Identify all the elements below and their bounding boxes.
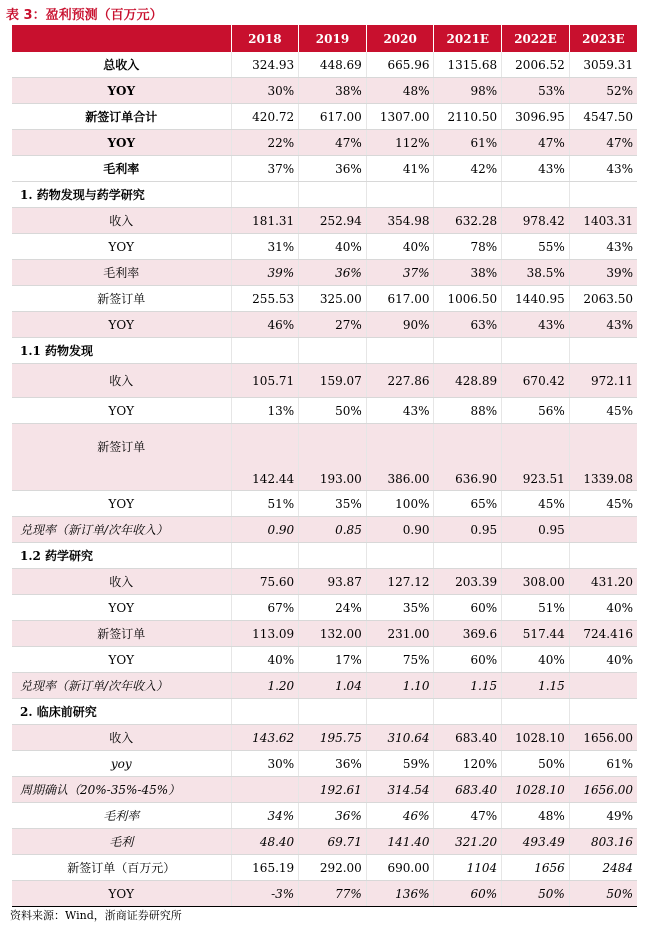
value-cell: 46% bbox=[366, 803, 434, 829]
value-cell: 40% bbox=[502, 647, 570, 673]
value-cell bbox=[366, 338, 434, 364]
profit-forecast-table bbox=[12, 25, 637, 907]
row-label: YOY bbox=[12, 234, 231, 260]
value-cell: 2063.50 bbox=[569, 286, 637, 312]
value-cell bbox=[299, 699, 367, 725]
value-cell bbox=[502, 338, 570, 364]
value-cell: 49% bbox=[569, 803, 637, 829]
row-label: 新签订单合计 bbox=[12, 104, 231, 130]
value-cell: 1656 bbox=[502, 855, 570, 881]
value-cell: 46% bbox=[231, 312, 299, 338]
value-cell: 1656.00 bbox=[569, 725, 637, 751]
row-label: 兑现率（新订单/次年收入） bbox=[12, 517, 231, 543]
value-cell bbox=[434, 699, 502, 725]
value-cell: 30% bbox=[231, 751, 299, 777]
value-cell: 978.42 bbox=[502, 208, 570, 234]
table-row bbox=[12, 286, 637, 312]
value-cell: 195.75 bbox=[299, 725, 367, 751]
table-row bbox=[12, 673, 637, 699]
value-cell: 61% bbox=[434, 130, 502, 156]
value-cell: 1.10 bbox=[366, 673, 434, 699]
value-cell: 78% bbox=[434, 234, 502, 260]
table-row bbox=[12, 725, 637, 751]
value-cell: 428.89 bbox=[434, 364, 502, 398]
row-label: YOY bbox=[12, 647, 231, 673]
value-cell: 665.96 bbox=[366, 52, 434, 78]
value-cell: 2006.52 bbox=[502, 52, 570, 78]
value-cell: 159.07 bbox=[299, 364, 367, 398]
value-cell: 48% bbox=[502, 803, 570, 829]
value-cell: 1028.10 bbox=[502, 725, 570, 751]
table-row bbox=[12, 621, 637, 647]
value-cell: 0.90 bbox=[366, 517, 434, 543]
value-cell bbox=[231, 182, 299, 208]
row-label: 1.1 药物发现 bbox=[12, 338, 231, 364]
value-cell: 923.51 bbox=[502, 424, 570, 491]
value-cell: 40% bbox=[569, 647, 637, 673]
table-row bbox=[12, 751, 637, 777]
value-cell: 0.95 bbox=[434, 517, 502, 543]
value-cell: 193.00 bbox=[299, 424, 367, 491]
value-cell bbox=[299, 543, 367, 569]
value-cell: 3059.31 bbox=[569, 52, 637, 78]
value-cell: 252.94 bbox=[299, 208, 367, 234]
value-cell: 47% bbox=[434, 803, 502, 829]
value-cell: 112% bbox=[366, 130, 434, 156]
row-label: yoy bbox=[12, 751, 231, 777]
value-cell: 53% bbox=[502, 78, 570, 104]
value-cell: 43% bbox=[366, 398, 434, 424]
row-label: 兑现率（新订单/次年收入） bbox=[12, 673, 231, 699]
row-label: 总收入 bbox=[12, 52, 231, 78]
row-label: 毛利率 bbox=[12, 260, 231, 286]
value-cell: 1656.00 bbox=[569, 777, 637, 803]
value-cell: 308.00 bbox=[502, 569, 570, 595]
value-cell: 65% bbox=[434, 491, 502, 517]
value-cell: -3% bbox=[231, 881, 299, 907]
value-cell: 50% bbox=[502, 751, 570, 777]
value-cell: 50% bbox=[569, 881, 637, 907]
value-cell: 43% bbox=[502, 312, 570, 338]
value-cell: 56% bbox=[502, 398, 570, 424]
row-label: 1.2 药学研究 bbox=[12, 543, 231, 569]
value-cell: 1315.68 bbox=[434, 52, 502, 78]
value-cell bbox=[366, 182, 434, 208]
row-label: 收入 bbox=[12, 569, 231, 595]
value-cell: 1.04 bbox=[299, 673, 367, 699]
value-cell: 63% bbox=[434, 312, 502, 338]
table-row bbox=[12, 881, 637, 907]
row-label: 收入 bbox=[12, 725, 231, 751]
value-cell: 40% bbox=[366, 234, 434, 260]
value-cell: 120% bbox=[434, 751, 502, 777]
value-cell: 181.31 bbox=[231, 208, 299, 234]
value-cell: 43% bbox=[569, 312, 637, 338]
value-cell: 683.40 bbox=[434, 725, 502, 751]
value-cell bbox=[299, 338, 367, 364]
value-cell: 43% bbox=[569, 234, 637, 260]
value-cell: 0.95 bbox=[502, 517, 570, 543]
row-label: 毛利率 bbox=[12, 803, 231, 829]
value-cell: 203.39 bbox=[434, 569, 502, 595]
value-cell: 636.90 bbox=[434, 424, 502, 491]
row-label: 新签订单 bbox=[12, 621, 231, 647]
value-cell: 36% bbox=[299, 156, 367, 182]
value-cell: 1.15 bbox=[502, 673, 570, 699]
value-cell: 35% bbox=[299, 491, 367, 517]
value-cell: 37% bbox=[366, 260, 434, 286]
value-cell: 41% bbox=[366, 156, 434, 182]
value-cell: 632.28 bbox=[434, 208, 502, 234]
value-cell: 690.00 bbox=[366, 855, 434, 881]
value-cell: 1440.95 bbox=[502, 286, 570, 312]
value-cell: 803.16 bbox=[569, 829, 637, 855]
row-label: 周期确认（20%-35%-45%） bbox=[12, 777, 231, 803]
value-cell bbox=[569, 338, 637, 364]
row-label: YOY bbox=[12, 78, 231, 104]
table-row bbox=[12, 829, 637, 855]
value-cell: 43% bbox=[502, 156, 570, 182]
value-cell: 69.71 bbox=[299, 829, 367, 855]
table-row bbox=[12, 595, 637, 621]
value-cell: 67% bbox=[231, 595, 299, 621]
table-row bbox=[12, 104, 637, 130]
value-cell: 38.5% bbox=[502, 260, 570, 286]
value-cell: 98% bbox=[434, 78, 502, 104]
value-cell: 38% bbox=[299, 78, 367, 104]
row-label: YOY bbox=[12, 398, 231, 424]
value-cell: 36% bbox=[299, 751, 367, 777]
table-row bbox=[12, 52, 637, 78]
value-cell: 88% bbox=[434, 398, 502, 424]
table-row bbox=[12, 182, 637, 208]
value-cell: 227.86 bbox=[366, 364, 434, 398]
table-row bbox=[12, 517, 637, 543]
table-row bbox=[12, 208, 637, 234]
value-cell: 0.90 bbox=[231, 517, 299, 543]
value-cell: 192.61 bbox=[299, 777, 367, 803]
value-cell bbox=[569, 517, 637, 543]
table-row bbox=[12, 543, 637, 569]
value-cell: 2110.50 bbox=[434, 104, 502, 130]
value-cell: 2484 bbox=[569, 855, 637, 881]
value-cell bbox=[569, 543, 637, 569]
header-cell-2023e: 2023E bbox=[569, 25, 637, 52]
row-label: 收入 bbox=[12, 208, 231, 234]
value-cell: 431.20 bbox=[569, 569, 637, 595]
value-cell bbox=[434, 182, 502, 208]
header-row bbox=[12, 25, 637, 52]
value-cell: 47% bbox=[569, 130, 637, 156]
value-cell: 1104 bbox=[434, 855, 502, 881]
value-cell: 60% bbox=[434, 881, 502, 907]
value-cell: 40% bbox=[299, 234, 367, 260]
value-cell: 617.00 bbox=[299, 104, 367, 130]
row-label: 2. 临床前研究 bbox=[12, 699, 231, 725]
value-cell: 60% bbox=[434, 595, 502, 621]
value-cell bbox=[569, 699, 637, 725]
value-cell: 38% bbox=[434, 260, 502, 286]
value-cell: 105.71 bbox=[231, 364, 299, 398]
value-cell: 50% bbox=[502, 881, 570, 907]
value-cell: 255.53 bbox=[231, 286, 299, 312]
value-cell: 47% bbox=[299, 130, 367, 156]
value-cell bbox=[366, 699, 434, 725]
value-cell: 127.12 bbox=[366, 569, 434, 595]
value-cell bbox=[231, 777, 299, 803]
header-cell-2022e: 2022E bbox=[502, 25, 570, 52]
value-cell: 13% bbox=[231, 398, 299, 424]
value-cell: 35% bbox=[366, 595, 434, 621]
value-cell: 39% bbox=[569, 260, 637, 286]
value-cell: 142.44 bbox=[231, 424, 299, 491]
value-cell: 136% bbox=[366, 881, 434, 907]
value-cell: 55% bbox=[502, 234, 570, 260]
value-cell: 40% bbox=[569, 595, 637, 621]
value-cell: 45% bbox=[569, 491, 637, 517]
table-row bbox=[12, 260, 637, 286]
value-cell: 1307.00 bbox=[366, 104, 434, 130]
value-cell: 141.40 bbox=[366, 829, 434, 855]
value-cell: 165.19 bbox=[231, 855, 299, 881]
value-cell: 0.85 bbox=[299, 517, 367, 543]
value-cell: 93.87 bbox=[299, 569, 367, 595]
table-row bbox=[12, 569, 637, 595]
value-cell bbox=[231, 338, 299, 364]
value-cell: 386.00 bbox=[366, 424, 434, 491]
value-cell: 47% bbox=[502, 130, 570, 156]
value-cell: 292.00 bbox=[299, 855, 367, 881]
table-row bbox=[12, 699, 637, 725]
row-label: YOY bbox=[12, 491, 231, 517]
value-cell: 321.20 bbox=[434, 829, 502, 855]
value-cell bbox=[569, 182, 637, 208]
header-cell-2021e: 2021E bbox=[434, 25, 502, 52]
value-cell: 36% bbox=[299, 803, 367, 829]
value-cell: 113.09 bbox=[231, 621, 299, 647]
value-cell: 77% bbox=[299, 881, 367, 907]
header-cell-2019: 2019 bbox=[299, 25, 367, 52]
value-cell: 45% bbox=[569, 398, 637, 424]
value-cell: 1339.08 bbox=[569, 424, 637, 491]
value-cell: 420.72 bbox=[231, 104, 299, 130]
value-cell: 231.00 bbox=[366, 621, 434, 647]
table-row bbox=[12, 234, 637, 260]
table-row bbox=[12, 803, 637, 829]
row-label: YOY bbox=[12, 312, 231, 338]
value-cell: 617.00 bbox=[366, 286, 434, 312]
value-cell: 683.40 bbox=[434, 777, 502, 803]
value-cell: 448.69 bbox=[299, 52, 367, 78]
value-cell: 34% bbox=[231, 803, 299, 829]
row-label: 新签订单 bbox=[12, 286, 231, 312]
value-cell: 517.44 bbox=[502, 621, 570, 647]
value-cell: 30% bbox=[231, 78, 299, 104]
value-cell: 324.93 bbox=[231, 52, 299, 78]
header-cell-2018: 2018 bbox=[231, 25, 299, 52]
value-cell bbox=[502, 543, 570, 569]
value-cell: 31% bbox=[231, 234, 299, 260]
value-cell: 37% bbox=[231, 156, 299, 182]
value-cell: 132.00 bbox=[299, 621, 367, 647]
value-cell: 100% bbox=[366, 491, 434, 517]
value-cell: 724.416 bbox=[569, 621, 637, 647]
value-cell bbox=[569, 673, 637, 699]
row-label: 1. 药物发现与药学研究 bbox=[12, 182, 231, 208]
value-cell: 51% bbox=[231, 491, 299, 517]
row-label: YOY bbox=[12, 881, 231, 907]
table-row bbox=[12, 855, 637, 881]
value-cell: 17% bbox=[299, 647, 367, 673]
row-label: 新签订单（百万元） bbox=[12, 855, 231, 881]
value-cell: 1.15 bbox=[434, 673, 502, 699]
value-cell: 75.60 bbox=[231, 569, 299, 595]
value-cell: 48% bbox=[366, 78, 434, 104]
value-cell: 48.40 bbox=[231, 829, 299, 855]
value-cell: 670.42 bbox=[502, 364, 570, 398]
table-row bbox=[12, 156, 637, 182]
row-label: 毛利 bbox=[12, 829, 231, 855]
value-cell bbox=[366, 543, 434, 569]
row-label: 毛利率 bbox=[12, 156, 231, 182]
row-label: 收入 bbox=[12, 364, 231, 398]
value-cell: 36% bbox=[299, 260, 367, 286]
table-row bbox=[12, 398, 637, 424]
row-label: YOY bbox=[12, 130, 231, 156]
value-cell: 52% bbox=[569, 78, 637, 104]
value-cell: 493.49 bbox=[502, 829, 570, 855]
value-cell: 40% bbox=[231, 647, 299, 673]
table-row bbox=[12, 364, 637, 398]
table-body bbox=[12, 52, 637, 907]
table-row bbox=[12, 777, 637, 803]
value-cell: 4547.50 bbox=[569, 104, 637, 130]
table-row bbox=[12, 78, 637, 104]
table-row bbox=[12, 424, 637, 491]
value-cell: 314.54 bbox=[366, 777, 434, 803]
value-cell bbox=[434, 543, 502, 569]
table-row bbox=[12, 647, 637, 673]
value-cell: 59% bbox=[366, 751, 434, 777]
value-cell: 61% bbox=[569, 751, 637, 777]
value-cell: 325.00 bbox=[299, 286, 367, 312]
value-cell bbox=[299, 182, 367, 208]
table-row bbox=[12, 491, 637, 517]
source-note: 资料来源：Wind，浙商证券研究所 bbox=[10, 909, 182, 922]
table-title: 表 3：盈利预测（百万元） bbox=[6, 8, 163, 23]
value-cell bbox=[231, 543, 299, 569]
value-cell: 50% bbox=[299, 398, 367, 424]
value-cell: 90% bbox=[366, 312, 434, 338]
value-cell: 354.98 bbox=[366, 208, 434, 234]
value-cell: 972.11 bbox=[569, 364, 637, 398]
value-cell: 60% bbox=[434, 647, 502, 673]
value-cell: 3096.95 bbox=[502, 104, 570, 130]
value-cell: 1028.10 bbox=[502, 777, 570, 803]
value-cell bbox=[434, 338, 502, 364]
table-row bbox=[12, 130, 637, 156]
value-cell: 1.20 bbox=[231, 673, 299, 699]
value-cell: 1006.50 bbox=[434, 286, 502, 312]
value-cell: 369.6 bbox=[434, 621, 502, 647]
value-cell: 22% bbox=[231, 130, 299, 156]
value-cell: 45% bbox=[502, 491, 570, 517]
value-cell: 1403.31 bbox=[569, 208, 637, 234]
value-cell: 24% bbox=[299, 595, 367, 621]
value-cell: 42% bbox=[434, 156, 502, 182]
value-cell: 75% bbox=[366, 647, 434, 673]
value-cell: 310.64 bbox=[366, 725, 434, 751]
row-label: 新签订单 bbox=[12, 424, 231, 491]
table-row bbox=[12, 312, 637, 338]
value-cell: 143.62 bbox=[231, 725, 299, 751]
value-cell: 51% bbox=[502, 595, 570, 621]
value-cell: 39% bbox=[231, 260, 299, 286]
header-cell bbox=[12, 25, 231, 52]
table-row bbox=[12, 338, 637, 364]
value-cell bbox=[502, 699, 570, 725]
header-cell-2020: 2020 bbox=[366, 25, 434, 52]
value-cell: 43% bbox=[569, 156, 637, 182]
value-cell: 27% bbox=[299, 312, 367, 338]
value-cell bbox=[502, 182, 570, 208]
value-cell bbox=[231, 699, 299, 725]
row-label: YOY bbox=[12, 595, 231, 621]
